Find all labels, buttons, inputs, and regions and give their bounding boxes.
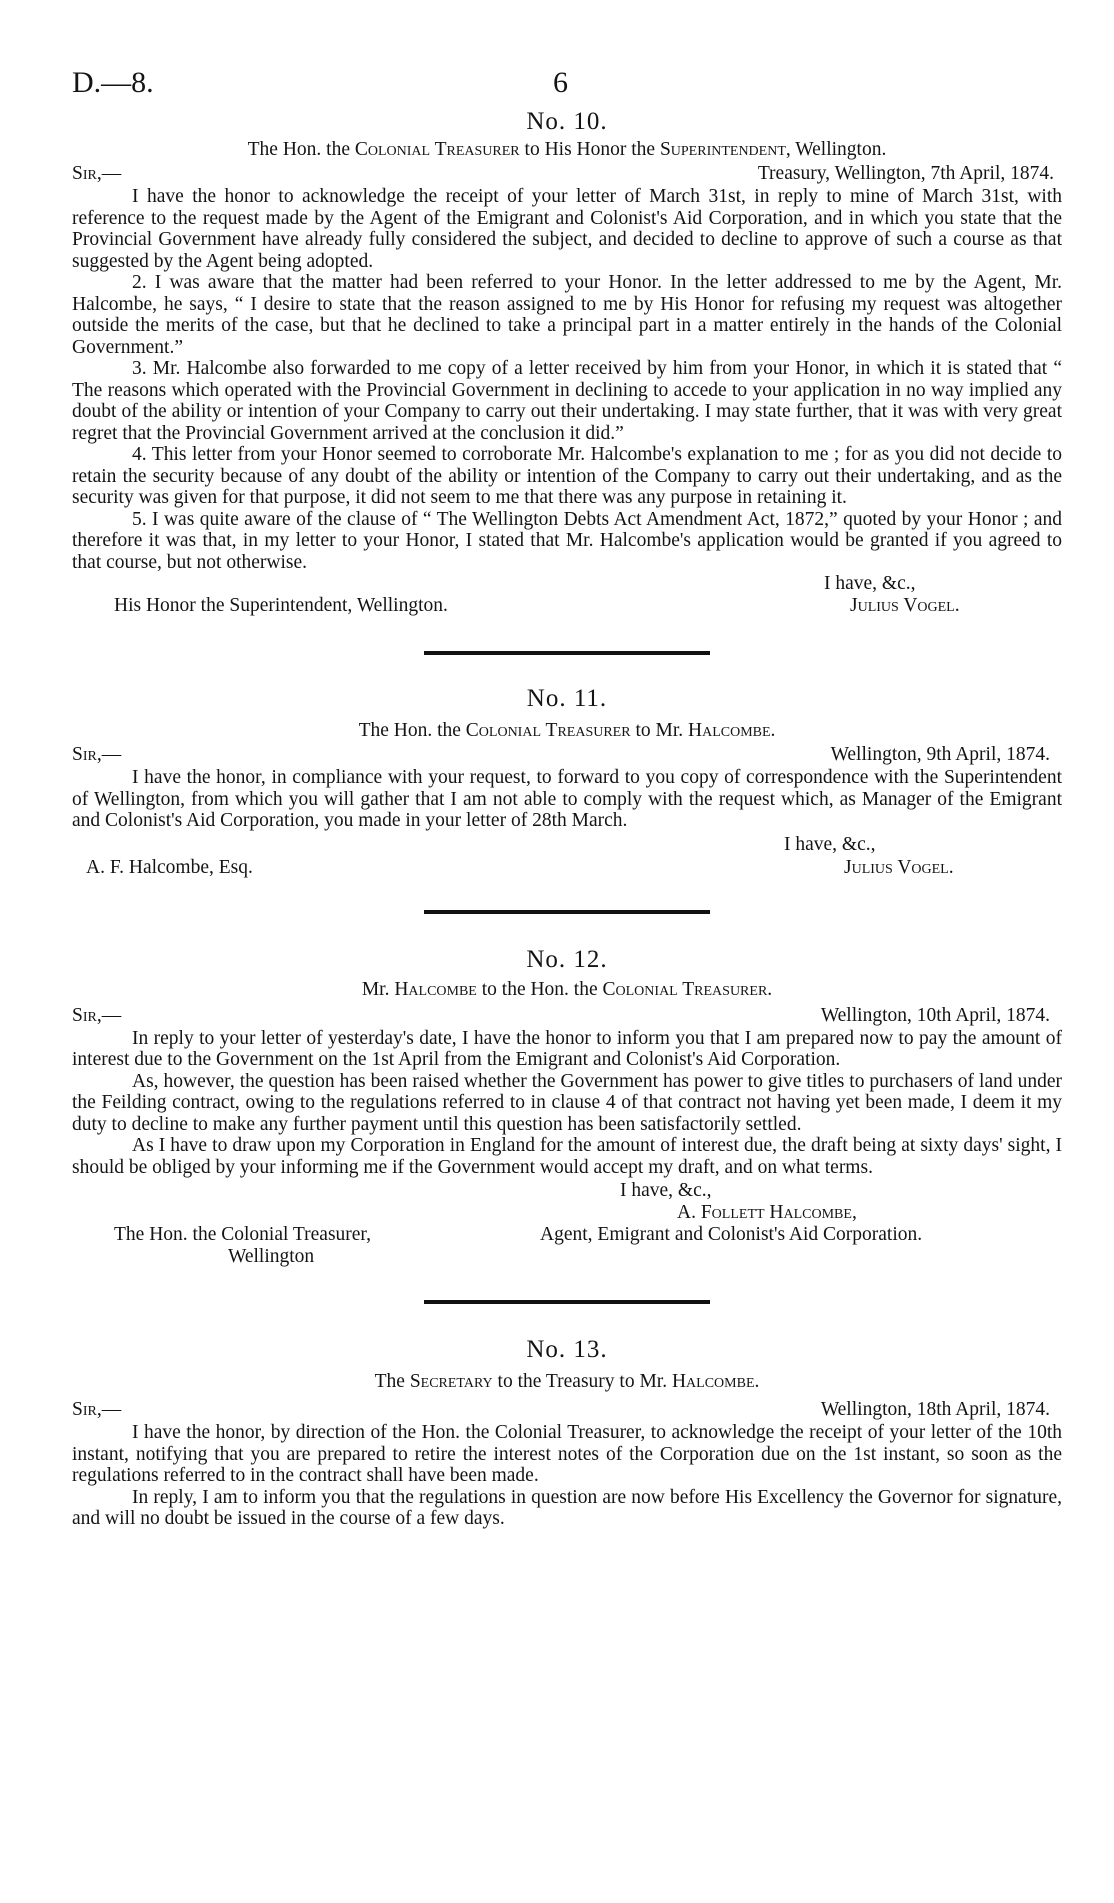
heading-recipient: Halcombe <box>688 720 771 741</box>
heading-recipient: Superintendent <box>659 139 786 160</box>
letter-no-12 <box>72 946 1062 1271</box>
paragraph: 5. I was quite aware of the clause of “ The Wellington Debts Act Amendment Act, 1872,” quoted by your Honor ; and therefore it was that, in my letter to your Honor, I stated that Mr. Halcombe's application would be granted if you agreed to that course, but not otherwise. <box>72 508 1062 573</box>
heading-text: The Hon. the <box>247 139 355 160</box>
paragraph: I have the honor, by direction of the Hon. the Colonial Treasurer, to acknowledge the receipt of your letter of the 10th instant, notifying that you are prepared to retire the interest notes of the Corporation due on the 1st instant, so soon as the regulations referred to in the contract shall have been made. <box>72 1422 1062 1486</box>
heading-recipient: Colonial Treasurer <box>602 978 768 1000</box>
salutation: Sir,— <box>72 163 122 184</box>
letter-number: No. 12. <box>526 945 608 973</box>
paragraph: I have the honor, in compliance with your request, to forward to you copy of correspondence with the Superintendent of Wellington, from which you will gather that I am not able to comply with the request which, as Manager of the Emigrant and Colonist's Aid Corporation, you made in your letter of 28th March. <box>72 767 1062 831</box>
signature: A. Follett Halcombe, <box>677 1202 857 1223</box>
paragraph: 3. Mr. Halcombe also forwarded to me copy of a letter received by him from your Honor, in which it is stated that “ The reasons which operated with the Provincial Government in declining to accede to your application in no way implied any doubt of the ability or intention of your Company to carry out their undertaking. I may state further, that it was with very great regret that the Provincial Government arrived at the conclusion it did.” <box>72 358 1062 444</box>
letter-heading <box>72 978 1062 1002</box>
heading-text: Mr. <box>361 978 395 1000</box>
heading-text: to the Hon. the <box>476 978 603 1000</box>
salutation-line <box>72 1004 1062 1028</box>
addressee: The Hon. the Colonial Treasurer, <box>114 1224 372 1245</box>
section-divider <box>424 910 710 914</box>
dateline: Wellington, 10th April, 1874. <box>820 1004 1050 1026</box>
heading-text: , Wellington. <box>785 139 887 160</box>
paragraph: In reply, I am to inform you that the regulations in question are now before His Excellency the Governor for signature, and will no doubt be issued in the course of a few days. <box>72 1486 1062 1529</box>
heading-text: to the Treasury to Mr. <box>492 1371 672 1392</box>
document-reference: D.—8. <box>72 66 154 99</box>
letter-heading <box>72 719 1062 743</box>
paragraph: 2. I was aware that the matter had been referred to your Honor. In the letter addressed to me by the Agent, Mr. Halcombe, he says, “ I desire to state that the reason assigned to me by His Honor for refusing my request was altogether outside the merits of the case, but that he declined to take a principal part in a matter entirely in the hands of the Colonial Government.” <box>72 272 1062 358</box>
letter-heading <box>72 1370 1062 1394</box>
heading-text: . <box>754 1371 760 1392</box>
heading-sender: Secretary <box>409 1371 493 1392</box>
signature: Julius Vogel. <box>850 595 960 616</box>
heading-text: to His Honor the <box>519 139 660 160</box>
closing: I have, &c., <box>620 1180 712 1201</box>
dateline: Wellington, 18th April, 1874. <box>820 1399 1050 1420</box>
heading-text: to Mr. <box>630 720 689 741</box>
heading-sender: Colonial Treasurer <box>465 720 631 741</box>
salutation: Sir,— <box>72 1004 122 1026</box>
addressee: A. F. Halcombe, Esq. <box>86 856 253 878</box>
heading-text: The Hon. the <box>358 720 466 741</box>
salutation-line <box>72 743 1062 767</box>
closing-block <box>72 1178 1062 1270</box>
signature: Julius Vogel. <box>844 856 954 878</box>
letter-no-10 <box>72 108 1062 617</box>
section-divider <box>424 651 710 655</box>
closing-block <box>72 573 1062 617</box>
dateline: Treasury, Wellington, 7th April, 1874. <box>757 163 1054 184</box>
paragraph: I have the honor to acknowledge the receipt of your letter of March 31st, in reply to mine of March 31st, with reference to the request made by the Agent of the Emigrant and Colonist's Aid Corporation, and in which you state that the Provincial Government have already fully considered the subject, and decided to decline to approve of such a course as that suggested by the Agent being adopted. <box>72 186 1062 272</box>
heading-recipient: Halcombe <box>671 1371 755 1392</box>
heading-sender: Colonial Treasurer <box>354 139 520 160</box>
closing: I have, &c., <box>784 833 876 855</box>
page-header <box>72 66 1062 106</box>
page-number: 6 <box>553 66 568 99</box>
salutation: Sir,— <box>72 1399 122 1420</box>
paragraph: 4. This letter from your Honor seemed to corroborate Mr. Halcombe's explanation to me ; for as you did not decide to retain the security because of any doubt of the ability or intention of the Company to carry out their undertaking, and as the security was given for that purpose, it did not seem to me that there was any purpose in retaining it. <box>72 444 1062 508</box>
salutation-line <box>72 1398 1062 1422</box>
addressee: His Honor the Superintendent, Wellington. <box>114 595 448 616</box>
letter-number: No. 11. <box>526 685 608 712</box>
heading-text: The <box>374 1371 410 1392</box>
document-page <box>72 66 1062 1530</box>
heading-text: . <box>770 720 776 741</box>
salutation: Sir,— <box>72 744 122 765</box>
letter-heading <box>72 138 1062 162</box>
letter-no-11 <box>72 685 1062 880</box>
closing-block <box>72 832 1062 880</box>
letter-number: No. 10. <box>526 108 608 135</box>
section-divider <box>424 1300 710 1304</box>
paragraph: As I have to draw upon my Corporation in England for the amount of interest due, the draft being at sixty days' sight, I should be obliged by your informing me if the Government would accept my draft, and on what terms. <box>72 1135 1062 1178</box>
signature-title: Agent, Emigrant and Colonist's Aid Corporation. <box>540 1224 923 1245</box>
letter-number: No. 13. <box>526 1336 608 1363</box>
addressee-line-2: Wellington <box>228 1246 315 1267</box>
letter-no-13 <box>72 1336 1062 1530</box>
heading-sender: Halcombe <box>394 978 477 1000</box>
heading-text: . <box>767 978 773 1000</box>
salutation-line <box>72 162 1062 186</box>
closing: I have, &c., <box>824 573 916 594</box>
dateline: Wellington, 9th April, 1874. <box>830 744 1050 765</box>
paragraph: In reply to your letter of yesterday's date, I have the honor to inform you that I am prepared now to pay the amount of interest due to the Government on the 1st April from the Emigrant and Colonist's Aid Corporation. <box>72 1027 1062 1070</box>
paragraph: As, however, the question has been raised whether the Government has power to give titles to purchasers of land under the Feilding contract, owing to the regulations referred to in clause 4 of that contract not having yet been made, I deem it my duty to decline to make any further payment until this question has been satisfactorily settled. <box>72 1070 1062 1135</box>
